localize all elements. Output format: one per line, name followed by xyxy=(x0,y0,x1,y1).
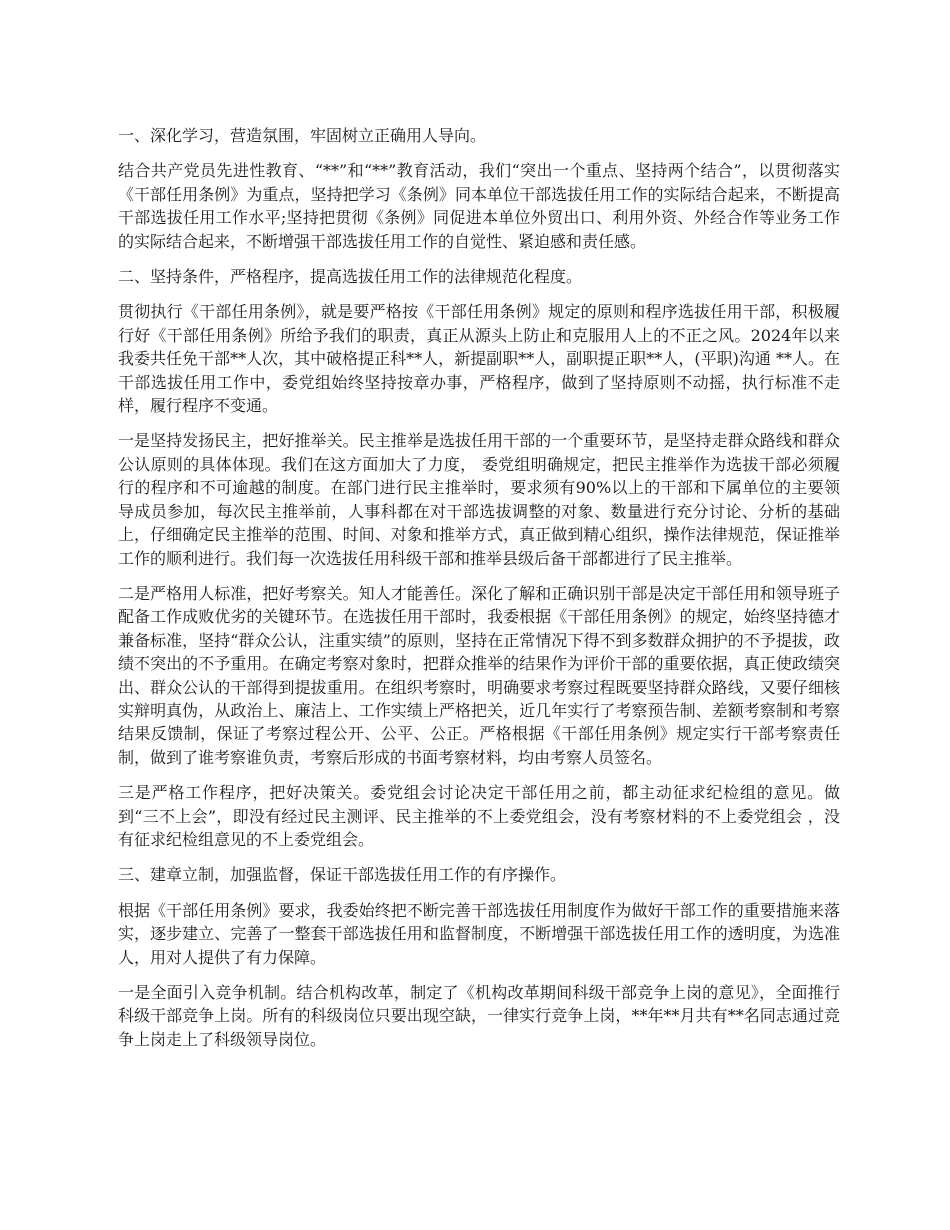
paragraph-regulations: 贯彻执行《干部任用条例》，就是要严格按《干部任用条例》规定的原则和程序选拔任用干部，积极履行好《干部任用条例》所给予我们的职责，真正从源头上防止和克服用人上的不正之风。2024年以来我委共任免干部**人次，其中破格提正科**人，新提副职**人，副职提正职**人，(平职)沟通 **人。在干部选拔任用工作中，委党组始终坚持按章办事，严格程序，做到了坚持原则不动摇，执行标准不走样，履行程序不变通。 xyxy=(118,302,840,416)
paragraph-procedure: 三是严格工作程序，把好决策关。委党组会讨论决定干部任用之前，都主动征求纪检组的意见。做到“三不上会”，即没有经过民主测评、民主推举的不上委党组会，没有考察材料的不上委党组会 ，没有征求纪检组意见的不上委党组会。 xyxy=(118,783,840,849)
paragraph-competition: 一是全面引入竞争机制。结合机构改革，制定了《机构改革期间科级干部竞争上岗的意见》，全面推行科级干部竞争上岗。所有的科级岗位只要出现空缺，一律实行竞争上岗，**年**月共有**名同志通过竞争上岗走上了科级领导岗位。 xyxy=(118,983,840,1049)
section-heading-3: 三、建章立制，加强监督，保证干部选拔任用工作的有序操作。 xyxy=(118,865,567,885)
paragraph-study: 结合共产党员先进性教育、“**”和“**”教育活动，我们“突出一个重点、坚持两个结合”，以贯彻落实《干部任用条例》为重点，坚持把学习《条例》同本单位干部选拔任用工作的实际结合起来，不断提高干部选拔任用工作水平;坚持把贯彻《条例》同促进本单位外贸出口、利用外资、外经合作等业务工作的实际结合起来，不断增强干部选拔任用工作的自觉性、紧迫感和责任感。 xyxy=(118,161,840,251)
paragraph-democracy: 一是坚持发扬民主，把好推举关。民主推举是选拔任用干部的一个重要环节，是坚持走群众路线和群众公认原则的具体体现。我们在这方面加大了力度， 委党组明确规定，把民主推举作为选拔干部必须履行的程序和不可逾越的制度。在部门进行民主推举时，要求须有90%以上的干部和下属单位的主要领导成员参加，每次民主推举前，人事科都在对干部选拔调整的对象、数量进行充分讨论、分析的基础上，仔细确定民主推举的范围、时间、对象和推举方式，真正做到精心组织，操作法律规范，保证推举工作的顺利进行。我们每一次选拔任用科级干部和推举县级后备干部都进行了民主推举。 xyxy=(118,431,840,568)
section-heading-1: 一、深化学习，营造氛围，牢固树立正确用人导向。 xyxy=(118,126,487,145)
document-body xyxy=(118,124,840,1063)
paragraph-standards: 二是严格用人标准，把好考察关。知人才能善任。深化了解和正确识别干部是决定干部任用和领导班子配备工作成败优劣的关键环节。在选拔任用干部时，我委根据《干部任用条例》的规定，始终坚持德才兼备标准，坚持“群众公认，注重实绩”的原则，坚持在正常情况下得不到多数群众拥护的不予提拔，政绩不突出的不予重用。在确定考察对象时，把群众推举的结果作为评价干部的重要依据，真正使政绩突出、群众公认的干部得到提拔重用。在组织考察时，明确要求考察过程既要坚持群众路线，又要仔细核实辩明真伪，从政治上、廉洁上、工作实绩上严格把关，近几年实行了考察预告制、差额考察制和考察结果反馈制，保证了考察过程公开、公平、公正。严格根据《干部任用条例》规定实行干部考察责任制，做到了谁考察谁负责，考察后形成的书面考察材料，均由考察人员签名。 xyxy=(118,583,840,767)
section-heading-2: 二、坚持条件，严格程序，提高选拔任用工作的法律规范化程度。 xyxy=(118,267,583,287)
paragraph-system: 根据《干部任用条例》要求，我委始终把不断完善干部选拔任用制度作为做好干部工作的重要措施来落实，逐步建立、完善了一整套干部选拔任用和监督制度，不断增强干部选拔任用工作的透明度，为选准人，用对人提供了有力保障。 xyxy=(118,900,840,967)
